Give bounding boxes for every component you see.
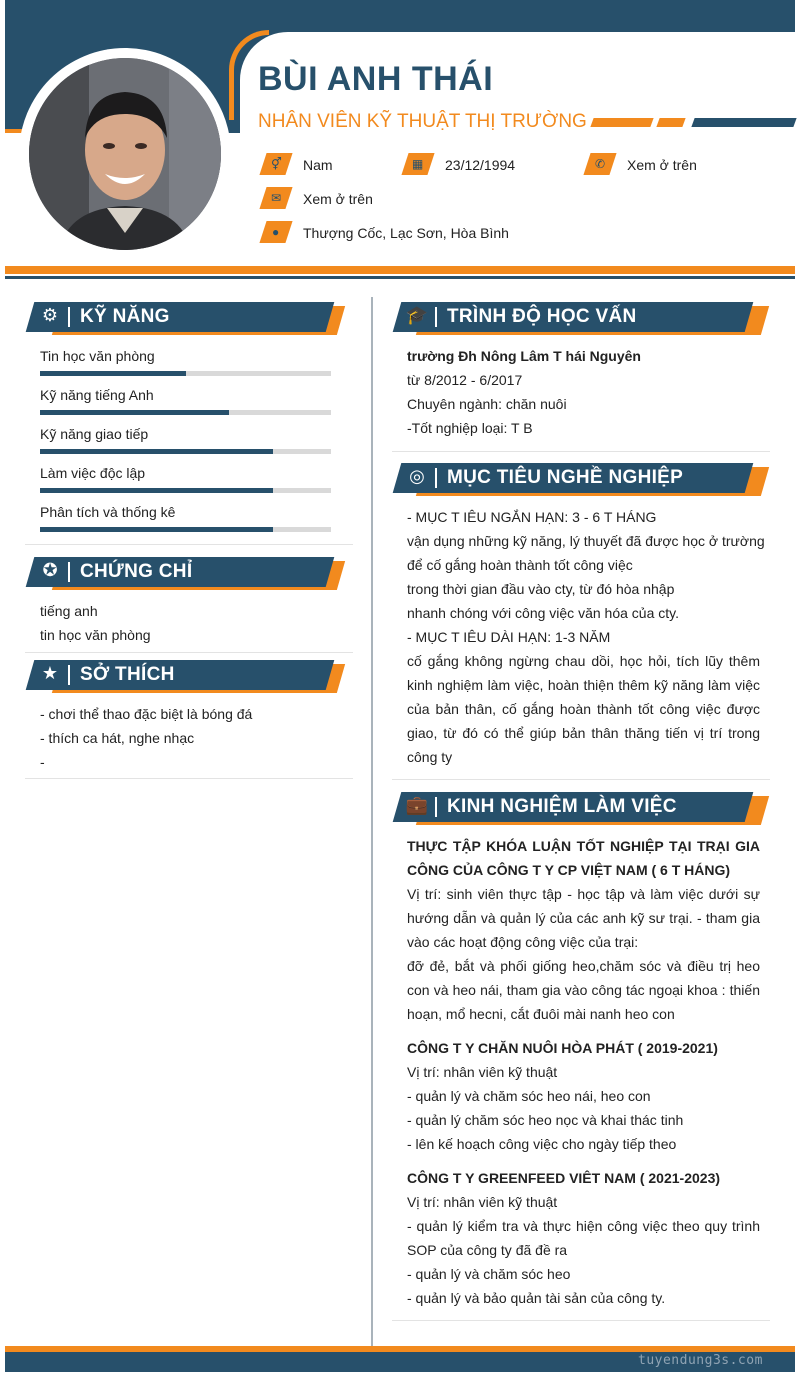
skill-bar-fill <box>40 527 273 532</box>
hobby-item: - thích ca hát, nghe nhạc <box>40 730 195 746</box>
skill-label: Làm việc độc lập <box>40 465 146 481</box>
certificates-title: CHỨNG CHỈ <box>80 561 193 582</box>
certificates-header-separator <box>68 562 70 582</box>
job-line: - lên kế hoạch công việc cho ngày tiếp theo <box>407 1136 677 1152</box>
location-icon: ● <box>259 221 292 243</box>
objective-line: vận dụng những kỹ năng, lý thuyết đã được học ở trường <box>407 533 765 549</box>
objective-line: nhanh chóng với công việc văn hóa của cty. <box>407 605 679 621</box>
experience-title: KINH NGHIỆM LÀM VIỆC <box>447 796 677 817</box>
education-header-separator <box>435 307 437 327</box>
skill-bar-fill <box>40 371 186 376</box>
job-body: Vị trí: sinh viên thực tập - học tập và làm việc dưới sự hướng dẫn và quản lý của các anh kỹ sư trại. - tham gia vào các hoạt động công việc của trại: <box>407 886 760 950</box>
gender-value: Nam <box>303 157 333 173</box>
role-stripe-navy <box>691 118 796 127</box>
skills-divider <box>25 544 353 545</box>
briefcase-icon: 💼 <box>405 795 429 815</box>
job-line: - quản lý chăm sóc heo nọc và khai thác tinh <box>407 1112 684 1128</box>
job-line: - quản lý và chăm sóc heo <box>407 1266 571 1282</box>
skill-bar-track <box>40 488 331 493</box>
education-major: Chuyên ngành: chăn nuôi <box>407 396 567 412</box>
candidate-name: BÙI ANH THÁI <box>258 60 494 98</box>
gear-icon: ⚙ <box>41 305 59 325</box>
education-divider <box>392 451 770 452</box>
job-line: - quản lý và chăm sóc heo nái, heo con <box>407 1088 651 1104</box>
objective-line: - MỤC T IÊU NGẮN HẠN: 3 - 6 T HÁNG <box>407 509 657 525</box>
skill-label: Tin học văn phòng <box>40 348 155 364</box>
objective-line: để cố gắng hoàn thành tốt công việc <box>407 557 633 573</box>
hobby-item: - <box>40 754 45 770</box>
star-icon: ★ <box>41 663 59 683</box>
job-heading: CÔNG T Y GREENFEED VIÊT NAM ( 2021-2023) <box>407 1170 721 1186</box>
role-stripe-orange <box>590 118 653 127</box>
address-value: Thượng Cốc, Lạc Sơn, Hòa Bình <box>303 225 509 241</box>
gender-icon: ⚥ <box>259 153 292 175</box>
candidate-role: NHÂN VIÊN KỸ THUẬT THỊ TRƯỜNG <box>258 111 587 132</box>
avatar <box>29 58 221 250</box>
skill-label: Phân tích và thống kê <box>40 504 176 520</box>
phone-icon: ✆ <box>583 153 616 175</box>
certificates-divider <box>25 652 353 653</box>
skill-bar-fill <box>40 488 273 493</box>
job-body: đỡ đẻ, bắt và phối giống heo,chăm sóc và điều trị heo con và heo nái, tham gia vào công tác ngoại khoa : thiến hoạn, mổ hecni, cắt đuôi mài nanh heo con <box>407 958 760 1022</box>
hobbies-title: SỞ THÍCH <box>80 664 175 685</box>
job-heading: CÔNG T Y CHĂN NUÔI HÒA PHÁT ( 2019-2021) <box>407 1040 718 1056</box>
target-icon: ◎ <box>409 466 425 486</box>
objective-line: - MỤC T IÊU DÀI HẠN: 1-3 NĂM <box>407 629 611 645</box>
job-line: Vị trí: nhân viên kỹ thuật <box>407 1064 558 1080</box>
role-stripe-orange-2 <box>656 118 685 127</box>
skill-label: Kỹ năng giao tiếp <box>40 426 149 442</box>
skill-label: Kỹ năng tiếng Anh <box>40 387 154 403</box>
objective-divider <box>392 779 770 780</box>
skill-bar-track <box>40 371 331 376</box>
experience-divider <box>392 1320 770 1321</box>
skill-bar-track <box>40 527 331 532</box>
hobbies-divider <box>25 778 353 779</box>
header-divider-orange <box>5 266 795 274</box>
education-period: từ 8/2012 - 6/2017 <box>407 372 523 388</box>
job-line: Vị trí: nhân viên kỹ thuật <box>407 1194 558 1210</box>
phone-value: Xem ở trên <box>627 157 697 173</box>
education-school: trường Đh Nông Lâm T hái Nguyên <box>407 348 641 364</box>
education-grade: -Tốt nghiệp loại: T B <box>407 420 533 436</box>
skill-bar-track <box>40 449 331 454</box>
skill-bar-track <box>40 410 331 415</box>
education-title: TRÌNH ĐỘ HỌC VẤN <box>447 306 637 327</box>
objective-title: MỤC TIÊU NGHỀ NGHIỆP <box>447 467 684 488</box>
skill-bar-fill <box>40 449 273 454</box>
certificate-item: tiếng anh <box>40 603 98 619</box>
skills-header-separator <box>68 307 70 327</box>
footer-watermark: tuyendung3s.com <box>638 1353 763 1368</box>
skills-header-bar <box>26 302 335 332</box>
objective-long-term-text: cố gắng không ngừng chau dồi, học hỏi, tích lũy thêm kinh nghiệm làm việc, hoàn thiện thêm kỹ năng làm việc của bản thân, cố gắng hoàn thành tốt công việc được giao, từ đó có thể giúp bản thân thăng tiến vị trí trong công ty <box>407 653 760 765</box>
certificate-item: tin học văn phòng <box>40 627 151 643</box>
medal-icon: ✪ <box>42 560 58 580</box>
email-value: Xem ở trên <box>303 191 373 207</box>
skill-bar-fill <box>40 410 229 415</box>
hobbies-header-bar <box>26 660 335 690</box>
objective-header-separator <box>435 468 437 488</box>
job-heading: THỰC TẬP KHÓA LUẬN TỐT NGHIỆP TẠI TRẠI GIA CÔNG CỦA CÔNG T Y CP VIỆT NAM ( 6 T HÁNG) <box>407 838 760 878</box>
email-icon: ✉ <box>259 187 292 209</box>
hobby-item: - chơi thể thao đặc biệt là bóng đá <box>40 706 253 722</box>
hobbies-header-separator <box>68 665 70 685</box>
job-line: - quản lý kiểm tra và thực hiện công việc theo quy trình SOP của công ty đã đề ra <box>407 1218 760 1258</box>
job-line: - quản lý và bảo quản tài sản của công ty. <box>407 1290 666 1306</box>
column-divider <box>371 297 373 1349</box>
experience-header-separator <box>435 797 437 817</box>
header-divider-navy <box>5 276 795 279</box>
objective-line: trong thời gian đầu vào cty, từ đó hòa nhập <box>407 581 675 597</box>
skills-title: KỸ NĂNG <box>80 306 170 327</box>
calendar-icon: ▦ <box>401 153 434 175</box>
birthdate-value: 23/12/1994 <box>445 157 516 173</box>
graduation-cap-icon: 🎓 <box>405 305 429 325</box>
